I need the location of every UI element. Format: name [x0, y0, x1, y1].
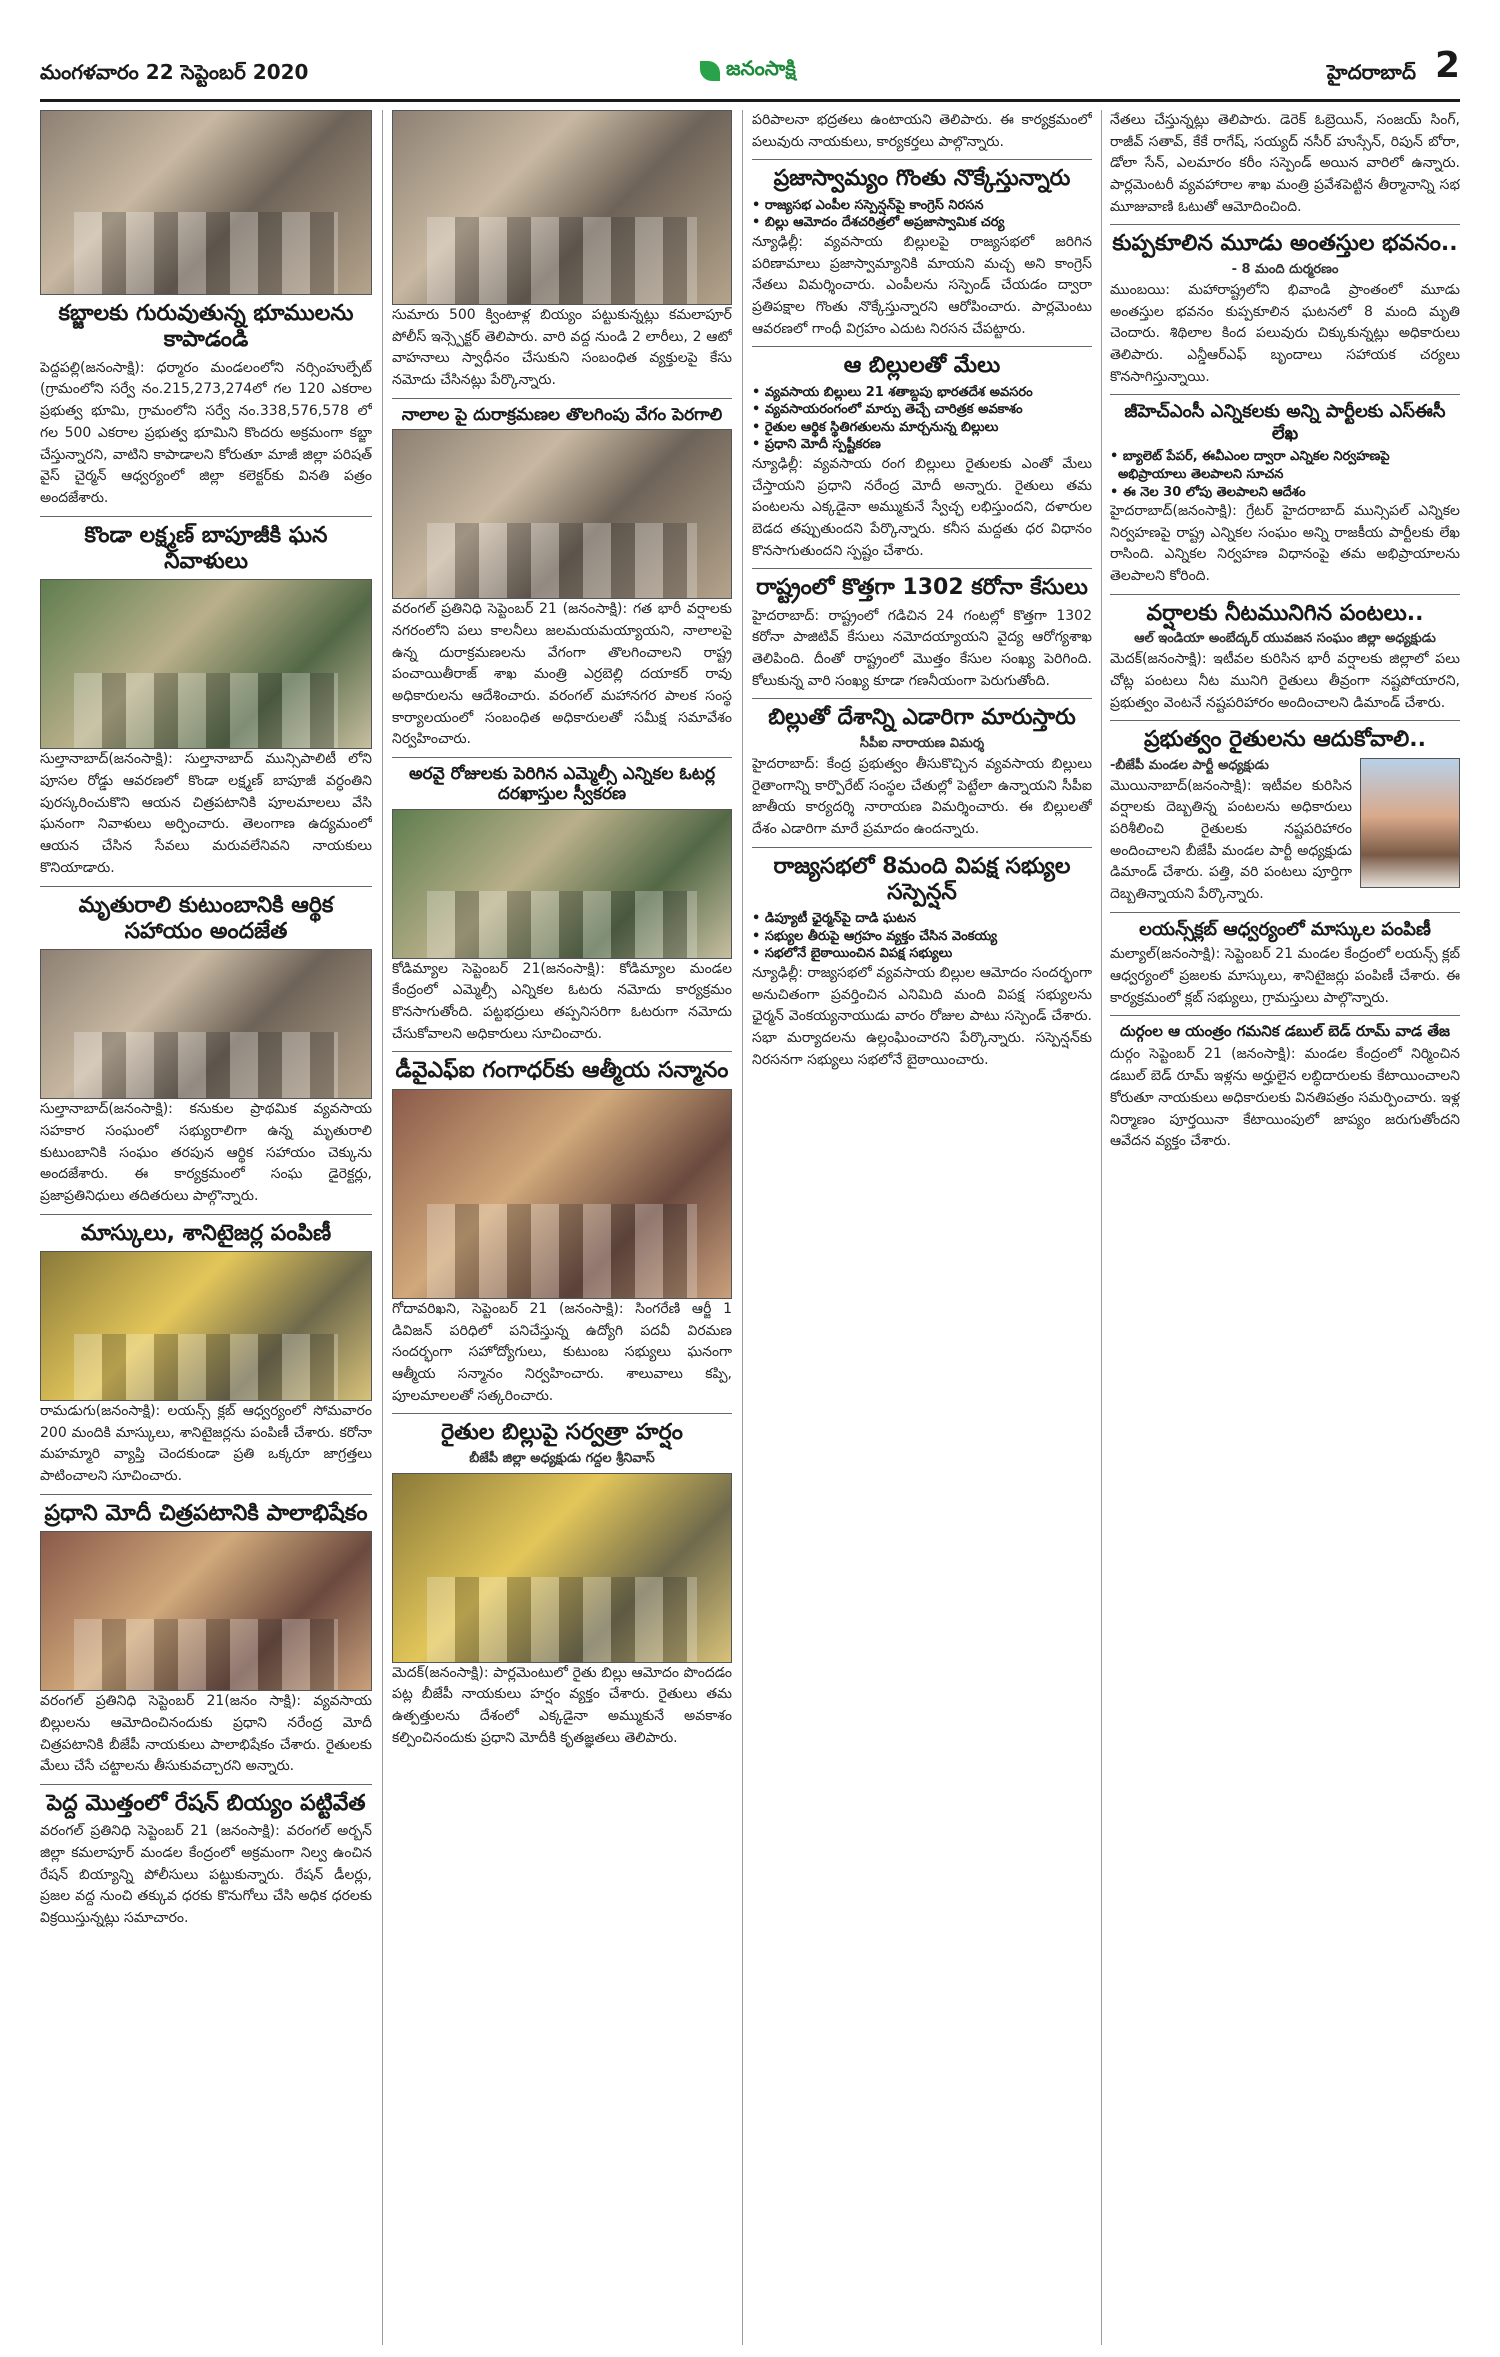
news-photo	[392, 1473, 732, 1663]
column-rule	[742, 110, 743, 2345]
article-headline: మృతురాలి కుటుంబానికి ఆర్థిక సహాయం అందజేత	[78, 892, 334, 944]
news-photo	[40, 110, 372, 295]
article-kicker: -బీజేపీ మండల పార్టీ అధ్యక్షుడు	[1110, 757, 1269, 773]
divider	[752, 568, 1092, 569]
article-headline: ప్రజాస్వామ్యం గొంతు నొక్కేస్తున్నారు	[773, 166, 1071, 192]
article-headline: కొండా లక్ష్మణ్ బాపూజీకి ఘన నివాళులు	[84, 522, 328, 574]
article-headline: పెద్ద మొత్తంలో రేషన్ బియ్యం పట్టివేత	[46, 1791, 366, 1816]
article-pointer: • వ్యవసాయరంగంలో మార్పు తెచ్చే చారిత్రక అవకాశం	[760, 401, 1092, 419]
article-pointer: • ప్రధాని మోదీ స్పష్టీకరణ	[760, 436, 1092, 454]
column-rule	[1101, 110, 1102, 2345]
divider	[392, 757, 732, 758]
column-2	[392, 110, 732, 2345]
article-body: పెద్దపల్లి(జనంసాక్షి): ధర్మారం మండలంలోని నర్సింహుల్పేట్ (గ్రామంలోని సర్వే నం.215,273,274లో గల 120 ఎకరాల ప్రభుత్వ భూమి, గ్రామంలోని సర్వే నం.338,576,578 లో గల 500 ఎకరాల ప్రభుత్వ భూమిని కొందరు అక్రమంగా కబ్జా చేస్తున్నారని, వాటిని కాపాడాలని కోరుతూ మాజీ జిల్లా పరిషత్ వైస్ చైర్మన్ ఆధ్వర్యంలో జిల్లా కలెక్టర్‌కు వినతి పత్రం అందజేశారు.	[40, 359, 372, 506]
news-photo	[392, 429, 732, 599]
article-body: దుర్గం సెప్టెంబర్ 21 (జనంసాక్షి): మండల కేంద్రంలో నిర్మించిన డబుల్ బెడ్ రూమ్ ఇళ్లను అర్హులైన లబ్ధిదారులకు కేటాయించాలని కోరుతూ నాయకులు అధికారులకు వినతిపత్రం సమర్పించారు. ఇళ్ల నిర్మాణం పూర్తయినా కేటాయింపులో జాప్యం జరుగుతోందని ఆవేదన వ్యక్తం చేశారు.	[1110, 1046, 1460, 1150]
article-headline: లయన్స్‌క్లబ్ ఆధ్వర్యంలో మాస్కుల పంపిణీ	[1139, 918, 1431, 940]
page-number: 2	[1434, 45, 1460, 86]
news-photo	[40, 949, 372, 1099]
news-photo	[392, 110, 732, 305]
article-body: మొయినాబాద్(జనంసాక్షి): ఇటీవల కురిసిన వర్షాలకు దెబ్బతిన్న పంటలను అధికారులు పరిశీలించి రైతులకు నష్టపరిహారం అందించాలని బీజేపీ మండల పార్టీ అధ్యక్షుడు డిమాండ్ చేశారు. పత్తి, వరి పంటలు పూర్తిగా దెబ్బతిన్నాయని పేర్కొన్నారు.	[1110, 777, 1352, 903]
leaf-icon	[700, 61, 720, 81]
article-body: మల్యాల్(జనంసాక్షి): సెప్టెంబర్ 21 మండల కేంద్రంలో లయన్స్ క్లబ్ ఆధ్వర్యంలో ప్రజలకు మాస్కులు, శానిటైజర్లు పంపిణీ చేశారు. ఈ కార్యక్రమంలో క్లబ్ సభ్యులు, గ్రామస్తులు పాల్గొన్నారు.	[1110, 946, 1460, 1006]
article-body: సుల్తానాబాద్(జనంసాక్షి): సుల్తానాబాద్ మున్సిపాలిటీ లోని పూసల రోడ్డు ఆవరణలో కొండా లక్ష్మణ్ బాపూజీ వర్ధంతిని పురస్కరించుకొని ఆయన చిత్రపటానికి పూలమాలలు వేసి ఘనంగా నివాళులు అర్పించారు. తెలంగాణ ఉద్యమంలో ఆయన చేసిన సేవలు మరువలేనివని నాయకులు కొనియాడారు.	[40, 751, 372, 876]
article-kicker: బీజేపీ జిల్లా అధ్యక్షుడు గద్దల శ్రీనివాస్	[469, 1450, 655, 1466]
column-1	[40, 110, 372, 2345]
article-pointer: • సభ్యుల తీరుపై ఆగ్రహం వ్యక్తం చేసిన వెంకయ్య	[760, 928, 1092, 946]
article-pointer: • బిల్లు ఆమోదం దేశచరిత్రలో అప్రజాస్వామిక చర్య	[760, 214, 1092, 232]
article-body: హైదరాబాద్: రాష్ట్రంలో గడిచిన 24 గంటల్లో కొత్తగా 1302 కరోనా పాజిటివ్ కేసులు నమోదయ్యాయని వైద్య ఆరోగ్యశాఖ తెలిపింది. దీంతో రాష్ట్రంలో మొత్తం కేసుల సంఖ్య పెరిగింది. కోలుకున్న వారి సంఖ్య కూడా గణనీయంగా పెరుగుతోంది.	[752, 607, 1092, 689]
divider	[1110, 912, 1460, 913]
article-pointer: • వ్యవసాయ బిల్లులు 21 శతాబ్దపు భారతదేశ అవసరం	[760, 384, 1092, 402]
article-body: మెదక్(జనంసాక్షి): పార్లమెంటులో రైతు బిల్లు ఆమోదం పొందడం పట్ల బీజేపీ నాయకులు హర్షం వ్యక్తం చేశారు. రైతులు తమ ఉత్పత్తులను దేశంలో ఎక్కడైనా అమ్ముకునే అవకాశం కల్పించినందుకు ప్రధాని మోదీకి కృతజ్ఞతలు తెలిపారు.	[392, 1664, 732, 1746]
article-headline: బిల్లుతో దేశాన్ని ఎడారిగా మారుస్తారు	[768, 705, 1076, 731]
article-kicker: ఆల్ ఇండియా అంబేద్కర్ యువజన సంఘం జిల్లా అధ్యక్షుడు	[1134, 631, 1436, 647]
column-3	[752, 110, 1092, 2345]
divider	[392, 1413, 732, 1414]
article-headline: వర్షాలకు నీటమునిగిన పంటలు..	[1146, 600, 1424, 626]
divider	[392, 398, 732, 399]
article-body: కోడిమ్యాల సెప్టెంబర్ 21(జనంసాక్షి): కోడిమ్యాల మండల కేంద్రంలో ఎమ్మెల్సీ ఎన్నికల ఓటరు నమోదు కార్యక్రమం కొనసాగుతోంది. పట్టభద్రులు తప్పనిసరిగా ఓటరుగా నమోదు చేసుకోవాలని అధికారులు సూచించారు.	[392, 960, 732, 1042]
article-body: వరంగల్ ప్రతినిధి సెప్టెంబర్ 21 (జనంసాక్షి): గత భారీ వర్షాలకు నగరంలోని పలు కాలనీలు జలమయమయ్యాయని, నాలాలపై ఉన్న దురాక్రమణలను వేగంగా తొలగించాలని రాష్ట్ర పంచాయితీరాజ్ శాఖ మంత్రి ఎర్రబెల్లి దయాకర్ రావు అధికారులను ఆదేశించారు. వరంగల్ మహానగర పాలక సంస్థ కార్యాలయంలో సంబంధిత అధికారులతో సమీక్ష సమావేశం నిర్వహించారు.	[392, 601, 732, 748]
article-body: హైదరాబాద్(జనంసాక్షి): గ్రేటర్ హైదరాబాద్ మున్సిపల్ ఎన్నికల నిర్వహణపై రాష్ట్ర ఎన్నికల సంఘం అన్ని రాజకీయ పార్టీలకు లేఖ రాసింది. ఎన్నికల నిర్వహణ విధానంపై తమ అభిప్రాయాలను తెలపాలని కోరింది.	[1110, 503, 1460, 585]
divider	[40, 1214, 372, 1215]
article-body: సుల్తానాబాద్(జనంసాక్షి): కనుకుల ప్రాథమిక వ్యవసాయ సహకార సంఘంలో సభ్యురాలిగా ఉన్న మృతురాలి కుటుంబానికి సంఘం తరపున ఆర్థిక సహాయం చెక్కును అందజేశారు. ఈ కార్యక్రమంలో సంఘ డైరెక్టర్లు, ప్రజాప్రతినిధులు తదితరులు పాల్గొన్నారు.	[40, 1101, 372, 1205]
article-headline: ప్రభుత్వం రైతులను ఆదుకోవాలి..	[1144, 727, 1426, 753]
article-headline: రైతుల బిల్లుపై సర్వత్రా హర్షం	[441, 1420, 683, 1446]
news-photo	[40, 1531, 372, 1691]
article-headline: జీహెచ్ఎంసీ ఎన్నికలకు అన్ని పార్టీలకు ఎస్ఈసీ లేఖ	[1124, 401, 1446, 444]
article-pointer: • సభలోనే బైఠాయించిన విపక్ష సభ్యులు	[760, 945, 1092, 963]
article-headline: ఆ బిల్లులతో మేలు	[843, 353, 1001, 379]
article-body: రామడుగు(జనంసాక్షి): లయన్స్ క్లబ్ ఆధ్వర్యంలో సోమవారం 200 మందికి మాస్కులు, శానిటైజర్లను పంపిణీ చేశారు. కరోనా మహమ్మారి వ్యాప్తి చెందకుండా ప్రతి ఒక్కరూ జాగ్రత్తలు పాటించాలని సూచించారు.	[40, 1403, 372, 1485]
divider	[752, 698, 1092, 699]
article-headline: కుప్పకూలిన మూడు అంతస్తుల భవనం..	[1112, 231, 1458, 257]
article-kicker: సీపీఐ నారాయణ విమర్శ	[859, 735, 985, 751]
column-4	[1110, 110, 1460, 2345]
article-body: వరంగల్ ప్రతినిధి సెప్టెంబర్ 21 (జనంసాక్షి): వరంగల్ అర్బన్ జిల్లా కమలాపూర్ మండల కేంద్రంలో అక్రమంగా నిల్వ ఉంచిన రేషన్ బియ్యాన్ని పోలీసులు పట్టుకున్నారు. రేషన్ డీలర్లు, ప్రజల వద్ద నుంచి తక్కువ ధరకు కొనుగోలు చేసి అధిక ధరలకు విక్రయిస్తున్నట్లు సమాచారం.	[40, 1823, 372, 1927]
article-body: వరంగల్ ప్రతినిధి సెప్టెంబర్ 21(జనం సాక్షి): వ్యవసాయ బిల్లులను ఆమోదించినందుకు ప్రధాని నరేంద్ర మోదీ చిత్రపటానికి బీజేపీ నాయకులు పాలాభిషేకం చేశారు. రైతులకు మేలు చేసే చట్టాలను తీసుకువచ్చారని అన్నారు.	[40, 1693, 372, 1775]
article-body: ముంబయి: మహారాష్ట్రలోని భివాండి ప్రాంతంలో మూడు అంతస్తుల భవనం కుప్పకూలిన ఘటనలో 8 మంది మృతి చెందారు. శిథిలాల కింద పలువురు చిక్కుకున్నట్లు అధికారులు తెలిపారు. ఎన్డీఆర్ఎఫ్ బృందాలు సహాయక చర్యలు కొనసాగిస్తున్నాయి.	[1110, 281, 1460, 385]
article-headline: డీవైఎఫ్ఐ గంగాధర్‌కు ఆత్మీయ సన్మానం	[395, 1058, 729, 1084]
divider	[40, 1494, 372, 1495]
article-body: నేతలు చేస్తున్నట్లు తెలిపారు. డెరెక్ ఓబ్రెయిన్, సంజయ్ సింగ్, రాజీవ్ సతావ్, కేకే రాగేష్, సయ్యద్ నసీర్ హుస్సేన్, రిపున్ బోరా, డోలా సేన్, ఎలమారం కరీం సస్పెండ్ అయిన వారిలో ఉన్నారు. పార్లమెంటరీ వ్యవహారాల శాఖ మంత్రి ప్రవేశపెట్టిన తీర్మానాన్ని సభ మూజువాణి ఓటుతో ఆమోదించింది.	[1110, 112, 1460, 215]
issue-date: మంగళవారం 22 సెప్టెంబర్ 2020	[40, 60, 309, 84]
article-headline: అరవై రోజులకు పెరిగిన ఎమ్మెల్సీ ఎన్నికల ఓటర్ల దరఖాస్తుల స్వీకరణ	[408, 763, 716, 805]
divider	[1110, 1015, 1460, 1016]
column-rule	[382, 110, 383, 2345]
article-headline: దుర్గంల ఆ యంత్రం గమనిక డబుల్ బెడ్ రూమ్ వాడ తేజ	[1119, 1022, 1451, 1041]
article-headline: రాష్ట్రంలో కొత్తగా 1302 కరోనా కేసులు	[756, 575, 1088, 601]
article-pointer: • ఈ నెల 30 లోపు తెలపాలని ఆదేశం	[1118, 484, 1460, 502]
article-body: న్యూఢిల్లీ: వ్యవసాయ రంగ బిల్లులు రైతులకు ఎంతో మేలు చేస్తాయని ప్రధాని నరేంద్ర మోదీ అన్నారు. రైతులు తమ పంటలను ఎక్కడైనా అమ్ముకునే స్వేచ్ఛ లభిస్తుందని, దళారుల బెడద తప్పుతుందని పేర్కొన్నారు. కనీస మద్దతు ధర విధానం కొనసాగుతుందని స్పష్టం చేశారు.	[752, 455, 1092, 559]
article-body: పరిపాలనా భద్రతలు ఉంటాయని తెలిపారు. ఈ కార్యక్రమంలో పలువురు నాయకులు, కార్యకర్తలు పాల్గొన్నారు.	[752, 112, 1092, 150]
newspaper-logo	[700, 56, 796, 85]
divider	[1110, 394, 1460, 395]
person-portrait	[1360, 758, 1460, 888]
news-photo	[40, 1251, 372, 1401]
article-body: సుమారు 500 క్వింటాళ్ల బియ్యం పట్టుకున్నట్లు కమలాపూర్ పోలీస్ ఇన్స్పెక్టర్ తెలిపారు. వారి వద్ద నుండి 2 లారీలు, 2 ఆటో వాహనాలు స్వాధీనం చేసుకుని సంబంధిత వ్యక్తులపై కేసు నమోదు చేసినట్లు పేర్కొన్నారు.	[392, 307, 732, 389]
article-pointer: • డిప్యూటీ ఛైర్మన్‌పై దాడి ఘటన	[760, 910, 1092, 928]
divider	[752, 847, 1092, 848]
article-body: గోదావరిఖని, సెప్టెంబర్ 21 (జనంసాక్షి): సింగరేణి ఆర్జీ 1 డివిజన్ పరిధిలో పనిచేస్తున్న ఉద్యోగి పదవీ విరమణ సందర్భంగా సహోద్యోగులు, కుటుంబ సభ్యులు ఘనంగా ఆత్మీయ సన్మానం నిర్వహించారు. శాలువాలు కప్పి, పూలమాలలతో సత్కరించారు.	[392, 1300, 732, 1404]
article-headline: నాలాల పై దురాక్రమణల తొలగింపు వేగం పెరగాలి	[401, 404, 723, 425]
divider	[40, 886, 372, 887]
divider	[1110, 594, 1460, 595]
article-headline: రాజ్యసభలో 8మంది విపక్ష సభ్యుల సస్పెన్షన్	[773, 853, 1071, 905]
article-pointer: • బ్యాలెట్ పేపర్, ఈవీఎంల ద్వారా ఎన్నికల నిర్వహణపై అభిప్రాయాలు తెలపాలని సూచన	[1118, 448, 1460, 483]
article-headline: మాస్కులు, శానిటైజర్ల పంపిణీ	[80, 1220, 332, 1246]
news-photo	[392, 1089, 732, 1299]
article-pointer: • రైతుల ఆర్థిక స్థితిగతులను మార్చనున్న బిల్లులు	[760, 419, 1092, 437]
article-body: న్యూఢిల్లీ: రాజ్యసభలో వ్యవసాయ బిల్లుల ఆమోదం సందర్భంగా అనుచితంగా ప్రవర్తించిన ఎనిమిది మంది విపక్ష సభ్యులను ఛైర్మన్ వెంకయ్యనాయుడు వారం రోజుల పాటు సస్పెండ్ చేశారు. సభా మర్యాదలను ఉల్లంఘించారని పేర్కొన్నారు. సస్పెన్షన్‌కు నిరసనగా సభ్యులు సభలోనే బైఠాయించారు.	[752, 965, 1092, 1068]
article-headline: కబ్జాలకు గురువుతున్న భూములను కాపాడండి	[58, 301, 354, 353]
divider	[1110, 224, 1460, 225]
divider	[40, 1784, 372, 1785]
news-photo	[40, 579, 372, 749]
divider	[752, 159, 1092, 160]
article-kicker: - 8 మంది దుర్మరణం	[1231, 261, 1339, 277]
divider	[1110, 720, 1460, 721]
article-body: మెదక్(జనంసాక్షి): ఇటీవల కురిసిన భారీ వర్షాలకు జిల్లాలో పలు చోట్ల పంటలు నీట మునిగి రైతులు తీవ్రంగా నష్టపోయారని, ప్రభుత్వం వెంటనే నష్టపరిహారం అందించాలని డిమాండ్ చేశారు.	[1110, 651, 1460, 711]
divider	[40, 516, 372, 517]
edition-city: హైదరాబాద్	[1326, 60, 1416, 84]
divider	[392, 1051, 732, 1052]
article-pointer: • రాజ్యసభ ఎంపీల సస్పెన్షన్‌పై కాంగ్రెస్ నిరసన	[760, 197, 1092, 215]
divider	[752, 346, 1092, 347]
news-photo	[392, 809, 732, 959]
logo-text: జనంసాక్షి	[726, 56, 796, 80]
article-headline: ప్రధాని మోదీ చిత్రపటానికి పాలాభిషేకం	[44, 1500, 368, 1526]
article-body: న్యూఢిల్లీ: వ్యవసాయ బిల్లులపై రాజ్యసభలో జరిగిన పరిణామాలు ప్రజాస్వామ్యానికి మాయని మచ్చ అని కాంగ్రెస్ నేతలు విమర్శించారు. ఎంపీలను సస్పెండ్ చేయడం ద్వారా ప్రతిపక్షాల గొంతు నొక్కేస్తున్నారని ఆరోపించారు. పార్లమెంటు ఆవరణలో గాంధీ విగ్రహం ఎదుట నిరసన చేపట్టారు.	[752, 233, 1092, 337]
article-body: హైదరాబాద్: కేంద్ర ప్రభుత్వం తీసుకొచ్చిన వ్యవసాయ బిల్లులు రైతాంగాన్ని కార్పొరేట్ సంస్థల చేతుల్లో పెట్టేలా ఉన్నాయని సీపీఐ జాతీయ కార్యదర్శి నారాయణ విమర్శించారు. ఈ బిల్లులతో దేశం ఎడారిగా మారే ప్రమాదం ఉందన్నారు.	[752, 755, 1092, 837]
masthead	[40, 45, 1460, 102]
